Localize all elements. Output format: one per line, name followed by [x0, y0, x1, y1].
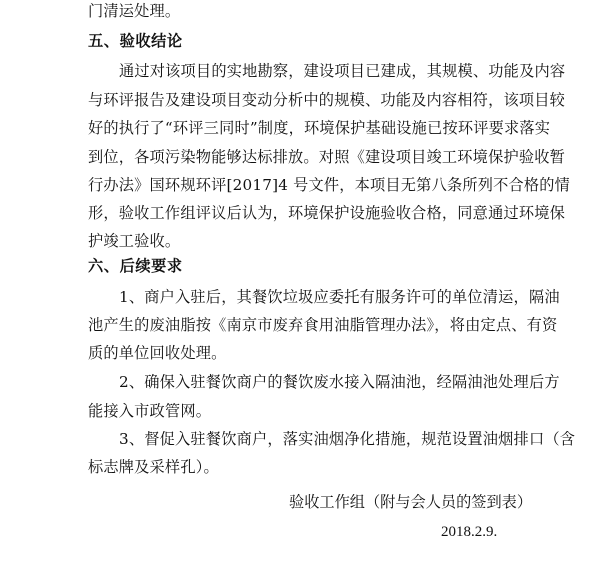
text-line: 标志牌及采样孔）。	[88, 458, 219, 476]
text-line: 门清运处理。	[88, 2, 181, 20]
text-line: 池产生的废油脂按《南京市废弃食用油脂管理办法》，将由定点、有资	[88, 316, 558, 334]
section-heading-follow-up-requirements: 六、后续要求	[88, 257, 183, 275]
section-heading-acceptance-conclusion: 五、验收结论	[88, 32, 183, 50]
text-line: 3、督促入驻餐饮商户，落实油烟净化措施，规范设置油烟排口（含	[119, 430, 576, 448]
text-line: 好的执行了“环评三同时”制度，环境保护基础设施已按环评要求落实	[88, 119, 551, 137]
text-line: 通过对该项目的实地勘察，建设项目已建成，其规模、功能及内容	[119, 62, 566, 80]
text-line: 2、确保入驻餐饮商户的餐饮废水接入隔油池，经隔油池处理后方	[119, 373, 560, 391]
signature-line: 验收工作组（附与会人员的签到表）	[289, 493, 532, 511]
document-date: 2018.2.9.	[441, 524, 498, 540]
text-line: 到位，各项污染物能够达标排放。对照《建设项目竣工环境保护验收暂	[88, 148, 566, 166]
text-line: 能接入市政管网。	[88, 402, 212, 420]
text-line: 质的单位回收处理。	[88, 344, 227, 362]
text-line: 1、商户入驻后，其餐饮垃圾应委托有服务许可的单位清运，隔油	[119, 288, 560, 306]
text-line: 行办法》国环规环评[2017]4 号文件，本项目无第八条所列不合格的情	[88, 176, 571, 194]
text-line: 护竣工验收。	[88, 232, 181, 250]
text-line: 与环评报告及建设项目变动分析中的规模、功能及内容相符，该项目较	[88, 91, 566, 109]
text-line: 形，验收工作组评议后认为，环境保护设施验收合格，同意通过环境保	[88, 204, 566, 222]
